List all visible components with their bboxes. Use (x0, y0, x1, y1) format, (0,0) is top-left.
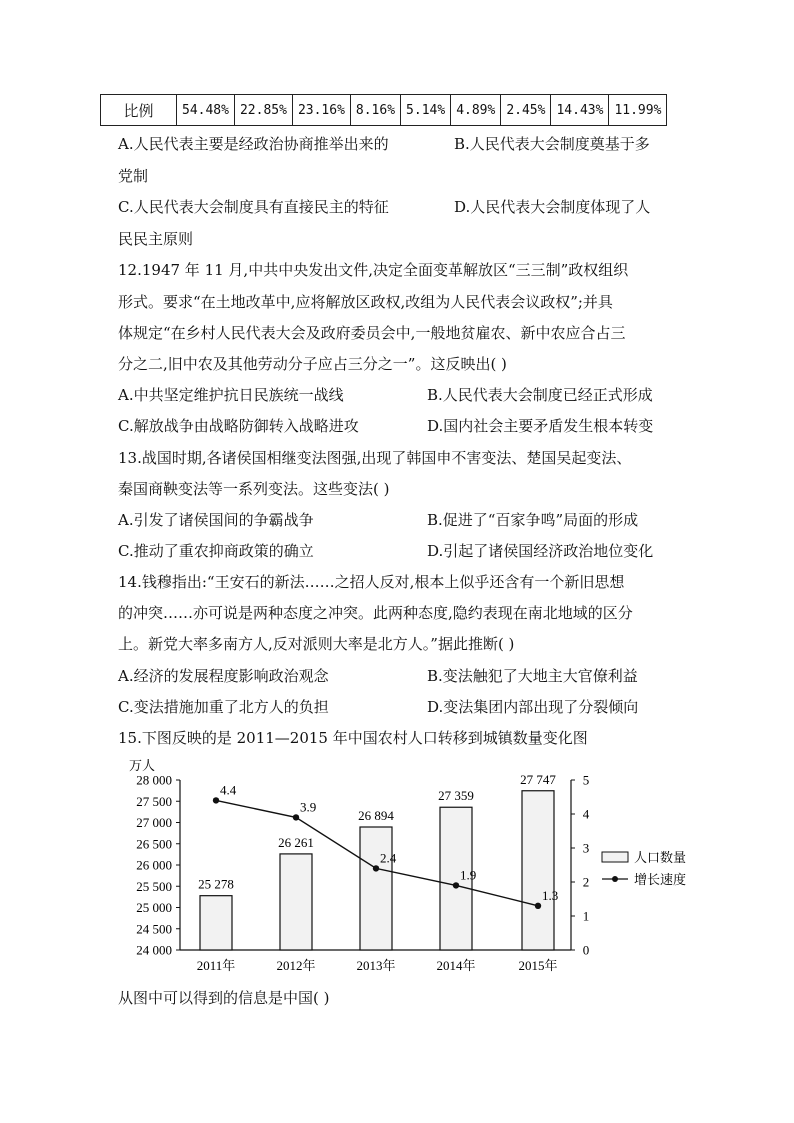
q12-stem-line: 形式。要求“在土地改革中,应将解放区政权,改组为人民代表会议政权”;并具 (118, 293, 613, 311)
q14-option-b[interactable]: B.变法触犯了大地主大官僚利益 (427, 667, 638, 685)
q14-stem-line: 的冲突……亦可说是两种态度之冲突。此两种态度,隐约表现在南北地域的区分 (118, 604, 633, 622)
table-cell: 11.99% (609, 95, 667, 126)
bar-value-label: 25 278 (198, 876, 234, 892)
q12-stem-line: 12.1947 年 11 月,中共中央发出文件,决定全面变革解放区“三三制”政权组织 (118, 261, 629, 279)
growth-rate-point (293, 814, 299, 820)
q13-option-d[interactable]: D.引起了诸侯国经济政治地位变化 (427, 542, 654, 560)
table-cell: 4.89% (451, 95, 501, 126)
left-axis-tick-label: 25 000 (136, 900, 172, 915)
q13-stem-line: 13.战国时期,各诸侯国相继变法图强,出现了韩国申不害变法、楚国吴起变法、 (118, 449, 632, 467)
y-axis-unit-label: 万人 (128, 758, 156, 773)
q14-option-a[interactable]: A.经济的发展程度影响政治观念 (118, 667, 329, 685)
bar (522, 791, 554, 950)
bar (280, 854, 312, 950)
q14-option-c[interactable]: C.变法措施加重了北方人的负担 (118, 698, 329, 716)
right-axis-tick-label: 1 (582, 908, 590, 924)
q15-stem: 15.下图反映的是 2011—2015 年中国农村人口转移到城镇数量变化图 (118, 729, 588, 747)
growth-rate-label: 1.3 (542, 887, 559, 903)
left-axis-tick-label: 24 000 (136, 942, 172, 958)
q12-option-b[interactable]: B.人民代表大会制度已经正式形成 (427, 386, 653, 404)
q12-stem-line: 体规定“在乡村人民代表大会及政府委员会中,一般地贫雇农、新中农应合占三 (118, 324, 626, 342)
growth-rate-point (453, 882, 459, 888)
table-cell: 23.16% (292, 95, 350, 126)
q11-option-d-continued: 民民主原则 (118, 230, 194, 248)
right-axis-tick-label: 2 (582, 874, 590, 890)
right-axis-tick-label: 3 (582, 840, 590, 856)
q12-option-a[interactable]: A.中共坚定维护抗日民族统一战线 (118, 386, 344, 404)
bar (200, 896, 232, 950)
right-axis-tick-label: 0 (582, 942, 590, 958)
growth-rate-label: 2.4 (380, 850, 397, 866)
left-axis-tick-label: 26 500 (136, 836, 172, 852)
bar-value-label: 26 894 (358, 808, 394, 824)
left-axis-tick-label: 27 000 (136, 815, 172, 830)
q13-stem-line: 秦国商鞅变法等一系列变法。这些变法( ) (118, 480, 390, 498)
table-row-label: 比例 (101, 95, 177, 126)
bar-value-label: 27 359 (438, 788, 474, 804)
legend-label: 人口数量 (634, 850, 687, 865)
q11-option-a[interactable]: A.人民代表主要是经政治协商推举出来的 (118, 135, 389, 153)
growth-rate-point (535, 903, 541, 909)
right-axis-tick-label: 4 (582, 806, 590, 822)
growth-rate-point (213, 797, 219, 803)
table-cell: 5.14% (401, 95, 451, 126)
table-cell: 54.48% (177, 95, 235, 126)
table-cell: 8.16% (350, 95, 400, 126)
q11-option-d[interactable]: D.人民代表大会制度体现了人 (454, 198, 651, 216)
table-cell: 2.45% (501, 95, 551, 126)
legend-line-marker (612, 876, 618, 882)
q13-option-c[interactable]: C.推动了重农抑商政策的确立 (118, 542, 314, 560)
growth-rate-point (373, 865, 379, 871)
q11-option-b-continued: 党制 (118, 167, 149, 185)
legend-label: 增长速度 (634, 872, 687, 887)
table-cell: 22.85% (234, 95, 292, 126)
bar-value-label: 27 747 (520, 771, 556, 787)
right-axis-tick-label: 5 (582, 772, 590, 788)
x-axis-category-label: 2012年 (276, 958, 316, 973)
bar (360, 827, 392, 950)
q13-option-a[interactable]: A.引发了诸侯国间的争霸战争 (118, 511, 314, 529)
table-cell: 14.43% (551, 95, 609, 126)
q11-option-c[interactable]: C.人民代表大会制度具有直接民主的特征 (118, 198, 389, 216)
left-axis-tick-label: 27 500 (136, 793, 172, 809)
left-axis-tick-label: 24 500 (136, 921, 172, 937)
q15-question: 从图中可以得到的信息是中国( ) (118, 989, 330, 1007)
q14-option-d[interactable]: D.变法集团内部出现了分裂倾向 (427, 698, 639, 716)
x-axis-category-label: 2014年 (436, 958, 476, 973)
q12-option-d[interactable]: D.国内社会主要矛盾发生根本转变 (427, 417, 654, 435)
x-axis-category-label: 2013年 (356, 958, 396, 973)
q11-option-b[interactable]: B.人民代表大会制度奠基于多 (454, 135, 650, 153)
q12-option-c[interactable]: C.解放战争由战略防御转入战略进攻 (118, 417, 359, 435)
x-axis-category-label: 2015年 (518, 958, 558, 973)
growth-rate-label: 4.4 (220, 782, 237, 798)
bar-value-label: 26 261 (278, 834, 314, 850)
left-axis-tick-label: 26 000 (136, 857, 172, 873)
legend-bar-swatch (602, 852, 628, 862)
q14-stem-line: 14.钱穆指出:“王安石的新法……之招人反对,根本上似乎还含有一个新旧思想 (118, 573, 625, 591)
left-axis-tick-label: 28 000 (136, 772, 172, 788)
q12-stem-line: 分之二,旧中农及其他劳动分子应占三分之一”。这反映出( ) (118, 355, 507, 373)
x-axis-category-label: 2011年 (196, 958, 236, 973)
growth-rate-label: 3.9 (300, 799, 317, 815)
q14-stem-line: 上。新党大率多南方人,反对派则大率是北方人。”据此推断( ) (118, 635, 515, 653)
growth-rate-label: 1.9 (460, 867, 477, 883)
left-axis-tick-label: 25 500 (136, 878, 172, 894)
q13-option-b[interactable]: B.促进了“百家争鸣”局面的形成 (427, 511, 639, 529)
